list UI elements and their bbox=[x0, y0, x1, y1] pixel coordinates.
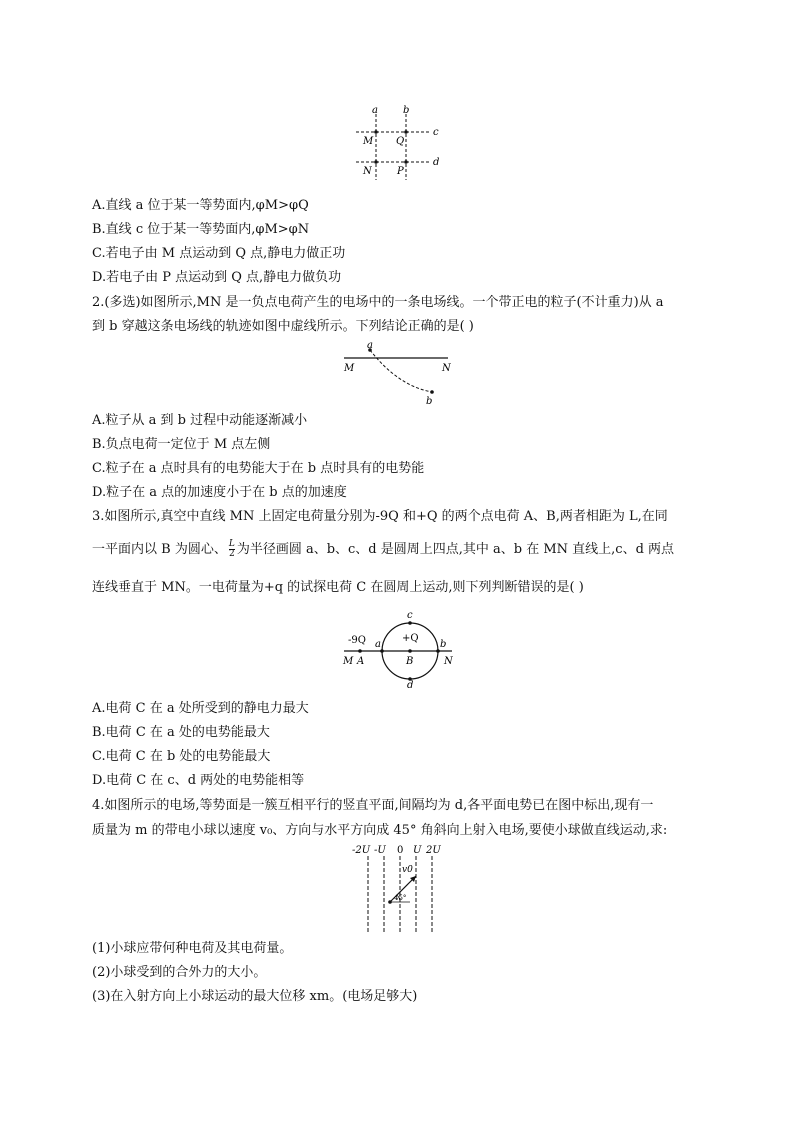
label-M: M bbox=[344, 363, 355, 374]
q4-stem-line1: 4.如图所示的电场,等势面是一簇互相平行的竖直平面,间隔均为 d,各平面电势已在图中标出,现有一 bbox=[92, 798, 654, 813]
q3-option-c: C.电荷 C 在 b 处的电势能最大 bbox=[92, 749, 271, 764]
label-c: c bbox=[407, 610, 413, 621]
q3-option-b: B.电荷 C 在 a 处的电势能最大 bbox=[92, 725, 270, 740]
label-M: M bbox=[363, 136, 374, 147]
q2-option-c: C.粒子在 a 点时具有的电势能大于在 b 点时具有的电势能 bbox=[92, 461, 425, 476]
figure-field-line-trajectory bbox=[336, 340, 460, 408]
label-pos-charge: +Q bbox=[402, 633, 419, 644]
label-d: d bbox=[407, 680, 414, 688]
label-B: B bbox=[406, 656, 414, 667]
q3-stem-line2-end: 为半径画圆 a、b、c、d 是圆周上四点,其中 a、b 在 MN 直线上,c、d 两点 bbox=[236, 542, 675, 557]
q1-option-a: A.直线 a 位于某一等势面内,φM>φQ bbox=[92, 198, 309, 213]
label-zero: 0 bbox=[397, 845, 404, 856]
q4-part1: (1)小球应带何种电荷及其电荷量。 bbox=[92, 941, 293, 956]
figure-charges-circle bbox=[340, 608, 458, 688]
label-N: N bbox=[444, 656, 453, 667]
label-b: b bbox=[426, 396, 433, 407]
label-d: d bbox=[433, 157, 440, 168]
label-P: P bbox=[397, 166, 404, 177]
q3-stem-line1: 3.如图所示,真空中直线 MN 上固定电荷量分别为-9Q 和+Q 的两个点电荷 A、B,两者相距为 L,在同 bbox=[92, 509, 668, 524]
label-minus-2U: -2U bbox=[352, 845, 371, 856]
fraction-half-L: $\frac{L}{2}$ bbox=[228, 539, 235, 559]
q3-stem-line3: 连线垂直于 MN。一电荷量为+q 的试探电荷 C 在圆周上运动,则下列判断错误的是( ) bbox=[92, 580, 584, 595]
q4-part3: (3)在入射方向上小球运动的最大位移 xm。(电场足够大) bbox=[92, 989, 418, 1004]
label-Q: Q bbox=[396, 136, 405, 147]
label-A: A bbox=[357, 656, 365, 667]
q3-stem-line2 bbox=[92, 540, 674, 559]
label-a: a bbox=[372, 105, 378, 116]
figure-equipotential-planes bbox=[352, 842, 448, 934]
q3-option-a: A.电荷 C 在 a 处所受到的静电力最大 bbox=[92, 701, 309, 716]
label-minus-U: -U bbox=[374, 845, 386, 856]
label-v0: v0 bbox=[402, 865, 413, 875]
q1-option-c: C.若电子由 M 点运动到 Q 点,静电力做正功 bbox=[92, 246, 346, 261]
label-45-degrees: 45° bbox=[394, 894, 407, 902]
label-c: c bbox=[433, 127, 439, 138]
q4-stem-line2: 质量为 m 的带电小球以速度 v₀、方向与水平方向成 45° 角斜向上射入电场,要使小球做直线运动,求: bbox=[92, 823, 668, 838]
label-a: a bbox=[367, 340, 373, 351]
q1-option-b: B.直线 c 位于某一等势面内,φM>φN bbox=[92, 222, 310, 237]
q2-option-a: A.粒子从 a 到 b 过程中动能逐渐减小 bbox=[92, 413, 308, 428]
figure-equipotential-grid bbox=[350, 104, 450, 180]
label-N: N bbox=[363, 166, 372, 177]
label-neg-charge: -9Q bbox=[348, 635, 366, 646]
label-M: M bbox=[343, 656, 354, 667]
label-b: b bbox=[440, 639, 447, 650]
label-2U: 2U bbox=[426, 845, 441, 856]
q3-option-d: D.电荷 C 在 c、d 两处的电势能相等 bbox=[92, 773, 305, 788]
label-a: a bbox=[375, 639, 381, 650]
q2-stem-line1: 2.(多选)如图所示,MN 是一负点电荷产生的电场中的一条电场线。一个带正电的粒子(不计重力)从 a bbox=[92, 295, 664, 310]
q2-stem-line2: 到 b 穿越这条电场线的轨迹如图中虚线所示。下列结论正确的是( ) bbox=[92, 319, 474, 334]
label-N: N bbox=[442, 363, 451, 374]
q2-option-b: B.负点电荷一定位于 M 点左侧 bbox=[92, 437, 271, 452]
label-U: U bbox=[413, 845, 422, 856]
q2-option-d: D.粒子在 a 点的加速度小于在 b 点的加速度 bbox=[92, 485, 347, 500]
q1-option-d: D.若电子由 P 点运动到 Q 点,静电力做负功 bbox=[92, 270, 342, 285]
label-b: b bbox=[403, 105, 410, 116]
q3-stem-line2-start: 一平面内以 B 为圆心、 bbox=[92, 542, 227, 557]
q4-part2: (2)小球受到的合外力的大小。 bbox=[92, 965, 267, 980]
